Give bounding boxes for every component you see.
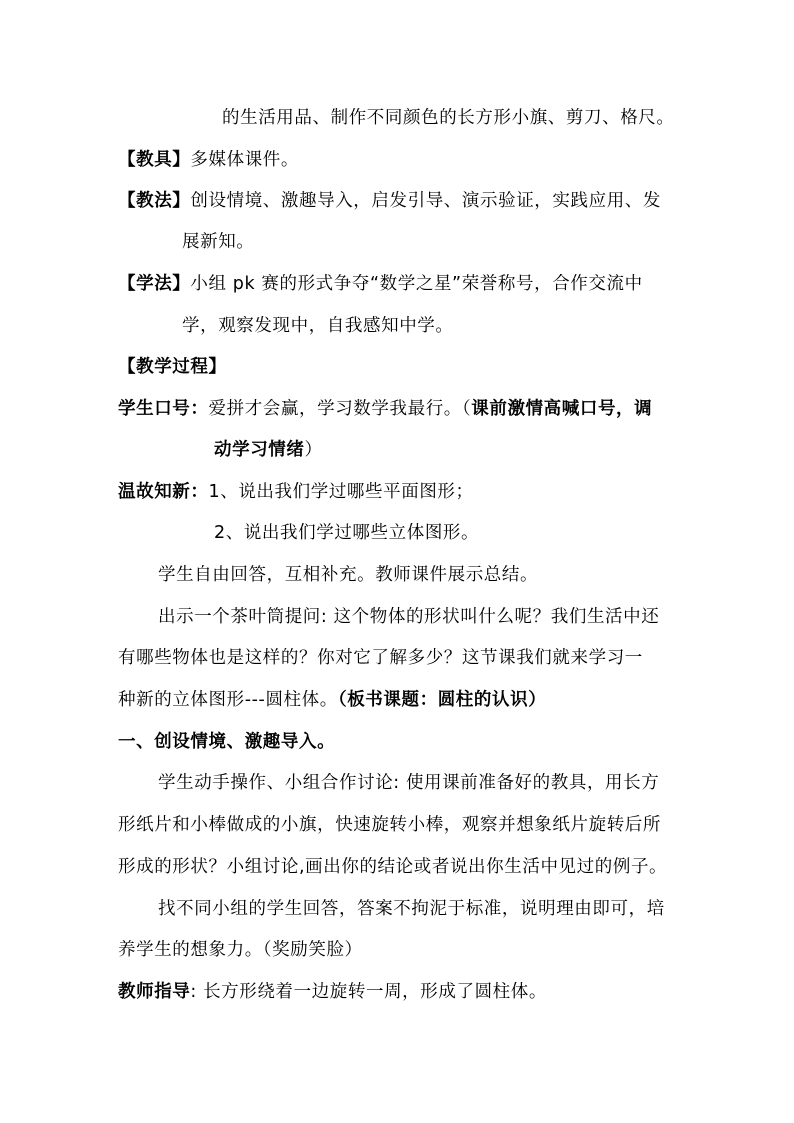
text-line-3: [118, 189, 661, 213]
paragraph-tea-can-continued: 有哪些物体也是这样的？你对它了解多少？这节课我们就来学习一: [118, 648, 643, 668]
text-line-2: [118, 148, 299, 172]
text-line-7: [118, 355, 227, 379]
review-item-2: 2、说出我们学过哪些立体图形。: [214, 523, 480, 543]
section-label-learning-method: 【学法】: [118, 274, 191, 294]
label-review: 温故知新：: [118, 482, 209, 502]
review-item-1: 1、说出我们学过哪些平面图形；: [208, 482, 474, 502]
paragraph-student-answer: 学生自由回答，互相补充。教师课件展示总结。: [158, 565, 539, 585]
teaching-aids-text: 多媒体课件。: [190, 150, 300, 170]
slogan-note-continued: 动学习情绪: [214, 440, 305, 460]
text-line-16: [118, 730, 335, 754]
text-line-22: [118, 980, 547, 1004]
text-line-9: [214, 438, 323, 462]
paragraph-hands-on-continued-2: 形成的形状？小组讨论,画出你的结论或者说出你生活中见过的例子。: [118, 857, 668, 877]
slogan-note: 课前激情高喊口号，调: [471, 399, 653, 419]
text-line-18: [118, 813, 661, 837]
learning-method-text: 小组 pk 赛的形式争夺“数学之星”荣誉称号，合作交流中: [190, 274, 643, 294]
text-line-10: [118, 480, 474, 504]
teaching-method-text: 创设情境、激趣导入，启发引导、演示验证，实践应用、发: [190, 191, 662, 211]
materials-continued: 的生活用品、制作不同颜色的长方形小旗、剪刀、格尺。: [222, 108, 675, 128]
text-line-15: [118, 688, 546, 712]
text-line-12: [158, 563, 538, 587]
teaching-method-continued: 展新知。: [182, 232, 255, 252]
paragraph-hands-on-continued-1: 形纸片和小棒做成的小旗，快速旋转小棒，观察并想象纸片旋转后所: [118, 815, 661, 835]
paragraph-hands-on: 学生动手操作、小组合作讨论: 使用课前准备好的教具，用长方: [158, 773, 660, 793]
label-student-slogan: 学生口号：: [118, 399, 209, 419]
text-line-11: [214, 521, 479, 545]
section-heading-one: 一、创设情境、激趣导入。: [118, 732, 336, 752]
text-line-6: [182, 314, 454, 338]
board-title-note: （板书课题：圆柱的认识）: [337, 690, 547, 710]
text-line-19: [118, 855, 667, 879]
paragraph-tea-can-question: 出示一个茶叶筒提问: 这个物体的形状叫什么呢？我们生活中还: [158, 607, 660, 627]
text-line-1: [222, 106, 675, 130]
section-label-teaching-method: 【教法】: [118, 191, 191, 211]
teacher-guidance-text: : 长方形绕着一边旋转一周，形成了圆柱体。: [190, 982, 547, 1002]
paragraph-group-answers-continued: 养学生的想象力。（奖励笑脸）: [118, 940, 363, 960]
paragraph-group-answers: 找不同小组的学生回答，答案不拘泥于标准，说明理由即可，培: [158, 899, 665, 919]
text-line-17: [158, 771, 659, 795]
text-line-8: [118, 397, 652, 421]
label-teacher-guidance: 教师指导: [118, 982, 191, 1002]
text-line-14: [118, 646, 643, 670]
section-heading-teaching-process: 【教学过程】: [118, 357, 227, 377]
student-slogan-text: 爱拼才会赢，学习数学我最行。（: [208, 399, 472, 419]
text-line-21: [118, 938, 363, 962]
text-line-20: [158, 897, 665, 921]
slogan-note-close: ）: [304, 440, 323, 460]
section-label-teaching-aids: 【教具】: [118, 150, 191, 170]
text-line-4: [182, 230, 254, 254]
text-line-5: [118, 272, 643, 296]
text-line-13: [158, 605, 659, 629]
learning-method-continued: 学，观察发现中，自我感知中学。: [182, 316, 454, 336]
paragraph-new-shape: 种新的立体图形---圆柱体。: [118, 690, 338, 710]
